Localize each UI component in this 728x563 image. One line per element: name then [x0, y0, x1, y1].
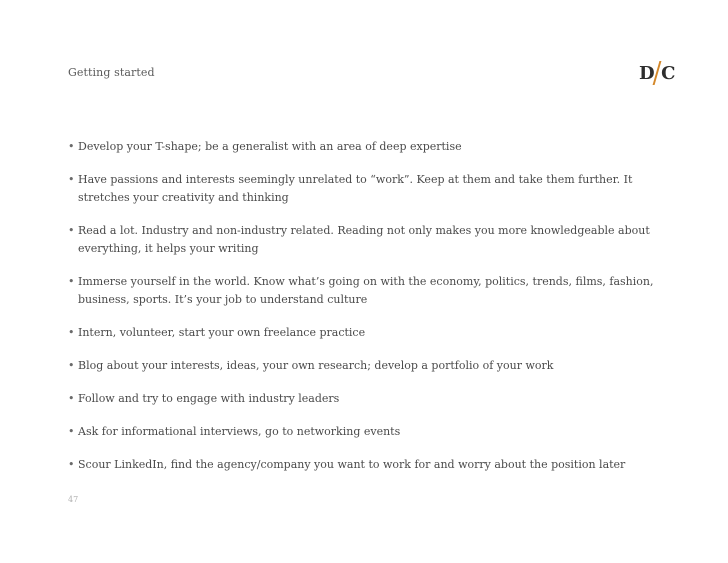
logo-letter-d: D: [639, 62, 655, 84]
bullet-item: • Intern, volunteer, start your own freelance practice: [68, 324, 668, 342]
bullet-item: • Have passions and interests seemingly unrelated to “work”. Keep at them and take them further. It stretches your creativity and thinking: [68, 171, 668, 207]
bullet-item: • Scour LinkedIn, find the agency/company you want to work for and worry about the position later: [68, 456, 668, 474]
dc-logo: [639, 60, 675, 86]
bullet-item: • Read a lot. Industry and non-industry related. Reading not only makes you more knowledgeable about everything, it helps your writing: [68, 222, 668, 258]
page-number: 47: [68, 495, 79, 504]
bullet-item: • Ask for informational interviews, go to networking events: [68, 423, 668, 441]
bullet-item: • Blog about your interests, ideas, your own research; develop a portfolio of your work: [68, 357, 668, 375]
bullet-list: [68, 138, 668, 489]
slide-title: Getting started: [68, 66, 155, 79]
bullet-item: • Develop your T-shape; be a generalist with an area of deep expertise: [68, 138, 668, 156]
bullet-item: • Immerse yourself in the world. Know what’s going on with the economy, politics, trends, films, fashion, business, sports. It’s your job to understand culture: [68, 273, 668, 309]
logo-letter-c: C: [661, 62, 675, 84]
bullet-item: • Follow and try to engage with industry leaders: [68, 390, 668, 408]
